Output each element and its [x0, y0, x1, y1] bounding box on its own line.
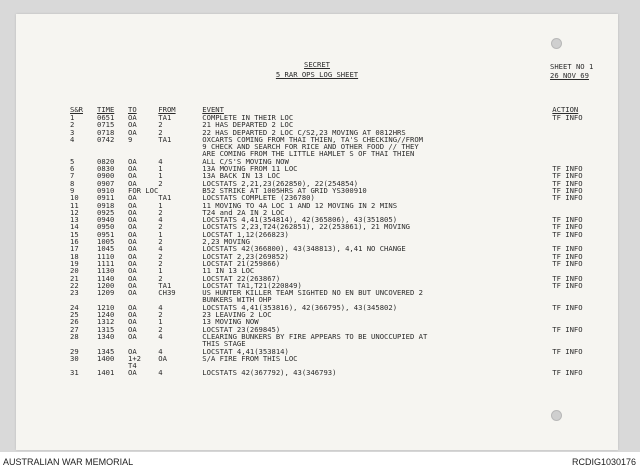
cell-from: 2 [158, 251, 163, 261]
table-row [70, 223, 612, 230]
cell-time: 0925 [97, 207, 115, 217]
cell-from: 4 [158, 331, 163, 341]
cell-time: 0950 [97, 222, 115, 232]
cell-serial: 3 [70, 127, 75, 137]
cell-to: 9 [128, 134, 133, 144]
cell-from: TA1 [158, 280, 172, 290]
table-row [70, 355, 612, 362]
cell-event: LOCSTAT 23(269845) [202, 324, 281, 334]
cell-to: OA [128, 171, 137, 181]
cell-time: 0651 [97, 113, 115, 122]
table-row [70, 267, 612, 274]
cell-serial: 14 [70, 222, 79, 232]
cell-from: 2 [158, 258, 163, 268]
table-row [70, 165, 612, 172]
cell-event: OXCARTS COMING FROM THAI THIEN, TA'S CHECKING//FROM [202, 134, 423, 144]
cell-serial: 24 [70, 302, 79, 312]
cell-event: LOCSTATS 2,23,T24(262851), 22(253861), 21 MOVING [202, 222, 411, 232]
cell-to: OA [128, 164, 137, 174]
cell-action [552, 136, 612, 143]
institution-credit: AUSTRALIAN WAR MEMORIAL [3, 457, 134, 467]
cell-to: OA [128, 310, 137, 320]
cell-serial: 25 [70, 310, 79, 320]
cell-to: OA [128, 156, 137, 166]
cell-serial: 29 [70, 346, 79, 356]
cell-serial: 9 [70, 185, 75, 195]
cell-serial: 19 [70, 258, 79, 268]
cell-from: 1 [158, 200, 163, 210]
cell-serial: 28 [70, 331, 79, 341]
cell-from: 2 [158, 237, 163, 247]
cell-from: TA1 [158, 134, 172, 144]
cell-from [158, 362, 202, 369]
cell-to: OA [128, 317, 137, 327]
cell-serial: 4 [70, 134, 75, 144]
cell-serial: 7 [70, 171, 75, 181]
cell-serial: 1 [70, 113, 75, 122]
cell-to: OA [128, 193, 137, 203]
cell-action [552, 121, 612, 128]
cell-time: 1401 [97, 368, 115, 378]
cell-to: OA [128, 324, 137, 334]
table-row [70, 311, 612, 318]
cell-action [552, 311, 612, 318]
cell-action: TF INFO [552, 251, 583, 261]
cell-serial: 2 [70, 120, 75, 130]
table-row [70, 304, 612, 311]
cell-from: 2 [158, 310, 163, 320]
cell-to: OA [128, 331, 137, 341]
cell-time: 0940 [97, 215, 115, 225]
archive-reference: RCDIG1030176 [571, 457, 636, 467]
cell-to [128, 143, 158, 150]
cell-time: 1111 [97, 258, 115, 268]
cell-action: TF INFO [552, 244, 583, 254]
cell-action: TF INFO [552, 273, 583, 283]
cell-time: 0830 [97, 164, 115, 174]
cell-action: TF INFO [552, 368, 583, 378]
cell-event: LOCSTATS 42(366800), 43(348813), 4,41 NO CHANGE [202, 244, 406, 254]
cell-event: LOCSTAT 4,41(353814) [202, 346, 289, 356]
table-row [70, 245, 612, 252]
punch-hole-bottom [551, 410, 562, 421]
cell-action: TF INFO [552, 346, 583, 356]
sheet-number: SHEET NO 1 [550, 62, 594, 71]
document-sheet [16, 14, 618, 450]
cell-time: 1045 [97, 244, 115, 254]
cell-action [552, 289, 612, 296]
cell-to: OA [128, 178, 137, 188]
cell-time: 0742 [97, 134, 115, 144]
cell-serial: 18 [70, 251, 79, 261]
table-row [70, 150, 612, 157]
table-row [70, 340, 612, 347]
table-row [70, 253, 612, 260]
cell-from: 4 [158, 368, 163, 378]
classification-label: SECRET [304, 60, 330, 69]
cell-to: OA [128, 346, 137, 356]
cell-time: 0911 [97, 193, 115, 203]
cell-to: OA [128, 229, 137, 239]
cell-from [158, 143, 202, 150]
table-row [70, 333, 612, 340]
cell-serial: 6 [70, 164, 75, 174]
cell-serial: 21 [70, 273, 79, 283]
cell-to: OA [128, 237, 137, 247]
cell-time: 1400 [97, 353, 115, 363]
cell-action: TF INFO [552, 229, 583, 239]
cell-action [552, 202, 612, 209]
cell-event: US HUNTER KILLER TEAM SIGHTED NO EN BUT UNCOVERED 2 [202, 288, 423, 298]
cell-time: 1340 [97, 331, 115, 341]
table-row [70, 369, 612, 376]
table-row [70, 202, 612, 209]
cell-serial: 22 [70, 280, 79, 290]
cell-from: 1 [158, 266, 163, 276]
table-row [70, 348, 612, 355]
cell-event: LOCSTAT 21(259866) [202, 258, 281, 268]
cell-serial: 10 [70, 193, 79, 203]
cell-action: TF INFO [552, 185, 583, 195]
cell-to: OA [128, 222, 137, 232]
table-row [70, 114, 612, 121]
ops-log-table [70, 106, 612, 377]
cell-time: 1005 [97, 237, 115, 247]
cell-event: 13 MOVING NOW [202, 317, 259, 327]
cell-event: B52 STRIKE AT 1005HRS AT GRID YS300910 [202, 185, 367, 195]
table-row [70, 289, 612, 296]
cell-action [552, 143, 612, 150]
cell-serial: 27 [70, 324, 79, 334]
cell-event: LOCSTATS 4,41(353816), 42(366795), 43(345802) [202, 302, 398, 312]
table-row [70, 187, 612, 194]
table-header-row [70, 106, 612, 114]
cell-action: TF INFO [552, 178, 583, 188]
cell-event: LOCSTATS 42(367792), 43(346793) [202, 368, 337, 378]
cell-action: TF INFO [552, 258, 583, 268]
cell-action: TF INFO [552, 164, 583, 174]
cell-serial: 8 [70, 178, 75, 188]
column-header-serial: S&R [70, 105, 83, 114]
cell-event: 11 IN 13 LOC [202, 266, 255, 276]
cell-event: 23 LEAVING 2 LOC [202, 310, 272, 320]
cell-to: 1+2 [128, 353, 141, 363]
cell-from [158, 150, 202, 157]
cell-to: OA [128, 368, 137, 378]
cell-to: OA [128, 120, 137, 130]
cell-serial: 12 [70, 207, 79, 217]
cell-from: 4 [158, 302, 163, 312]
cell-time: 1200 [97, 280, 115, 290]
cell-event: 22 HAS DEPARTED 2 LOC C/S2,23 MOVING AT 0812HRS [202, 127, 406, 137]
cell-action: TF INFO [552, 113, 583, 122]
cell-event: 9 CHECK AND SEARCH FOR RICE AND OTHER FOOD // THEY [202, 142, 419, 152]
table-row [70, 158, 612, 165]
cell-from: 2 [158, 273, 163, 283]
cell-event: LOCSTAT 22(263867) [202, 273, 281, 283]
cell-to: OA [128, 280, 137, 290]
table-row [70, 275, 612, 282]
cell-time: 0718 [97, 127, 115, 137]
cell-from: OA [158, 353, 167, 363]
table-row [70, 318, 612, 325]
cell-from: 1 [158, 171, 163, 181]
cell-to: OA [128, 113, 137, 122]
cell-from: 4 [158, 244, 163, 254]
cell-serial: 30 [70, 353, 79, 363]
cell-time: 1209 [97, 288, 115, 298]
cell-serial: 23 [70, 288, 79, 298]
cell-from: CH39 [158, 288, 176, 298]
cell-time: 0910 [97, 185, 115, 195]
cell-to: OA [128, 244, 137, 254]
cell-event: 11 MOVING TO 4A LOC 1 AND 12 MOVING IN 2 MINS [202, 200, 398, 210]
cell-event: THIS STAGE [202, 339, 246, 349]
cell-from: 4 [158, 346, 163, 356]
cell-from: 2 [158, 120, 163, 130]
cell-time: 1312 [97, 317, 115, 327]
cell-event: S/A FIRE FROM THIS LOC [202, 353, 298, 363]
cell-event: LOCSTATS COMPLETE (236780) [202, 193, 315, 203]
cell-time: 1315 [97, 324, 115, 334]
cell-time: 1140 [97, 273, 115, 283]
cell-from: 4 [158, 215, 163, 225]
sheet-title: 5 RAR OPS LOG SHEET [275, 70, 359, 79]
cell-serial [70, 143, 97, 150]
archive-footer [0, 452, 640, 470]
cell-time: 1130 [97, 266, 115, 276]
log-entries [70, 114, 612, 377]
cell-serial: 26 [70, 317, 79, 327]
cell-event: LOCSTAT TA1,T21(220849) [202, 280, 302, 290]
cell-serial: 31 [70, 368, 79, 378]
cell-to: T4 [128, 361, 137, 371]
cell-time: 0951 [97, 229, 115, 239]
cell-time: 1210 [97, 302, 115, 312]
cell-to: OA [128, 258, 137, 268]
cell-from: 2 [158, 127, 163, 137]
cell-from: 2 [158, 207, 163, 217]
cell-serial: 15 [70, 229, 79, 239]
cell-action: TF INFO [552, 193, 583, 203]
cell-to: OA [128, 127, 137, 137]
cell-action [552, 129, 612, 136]
cell-event: LOCSTAT 2,23(269852) [202, 251, 289, 261]
cell-event: COMPLETE IN THEIR LOC [202, 113, 294, 122]
column-header-action: ACTION [552, 105, 579, 114]
cell-serial: 13 [70, 215, 79, 225]
cell-serial: 16 [70, 237, 79, 247]
column-header-event: EVENT [202, 105, 224, 114]
cell-event: LOCSTATS 2,21,23(262850), 22(254854) [202, 178, 359, 188]
punch-hole-top [551, 38, 562, 49]
cell-serial: 20 [70, 266, 79, 276]
cell-event: LOCSTAT 1,12(266823) [202, 229, 289, 239]
cell-serial: 5 [70, 156, 75, 166]
cell-from: TA1 [158, 113, 172, 122]
table-row [70, 260, 612, 267]
cell-to: OA [128, 207, 137, 217]
cell-from: 2 [158, 324, 163, 334]
cell-to: OA [128, 302, 137, 312]
cell-action: TF INFO [552, 280, 583, 290]
log-date: 26 NOV 69 [550, 71, 589, 80]
cell-serial [70, 150, 97, 157]
cell-to: OA [128, 200, 137, 210]
table-row [70, 362, 612, 369]
cell-from: TA1 [158, 193, 172, 203]
cell-to: FOR LOC [128, 185, 159, 195]
cell-event: T24 and 2A IN 2 LOC [202, 207, 285, 217]
cell-action [552, 333, 612, 340]
cell-time: 1240 [97, 310, 115, 320]
cell-time: 0715 [97, 120, 115, 130]
cell-to: OA [128, 273, 137, 283]
cell-time: 0900 [97, 171, 115, 181]
cell-action: TF INFO [552, 324, 583, 334]
cell-serial: 17 [70, 244, 79, 254]
cell-from [158, 296, 202, 303]
cell-event: 13A BACK IN 13 LOC [202, 171, 281, 181]
cell-action [552, 355, 612, 362]
cell-event: 13A MOVING FROM 11 LOC [202, 164, 298, 174]
cell-action [552, 150, 612, 157]
cell-event: ARE COMING FROM THE LITTLE HAMLET S OF THAI THIEN [202, 149, 415, 159]
cell-action: TF INFO [552, 171, 583, 181]
cell-to: OA [128, 215, 137, 225]
cell-event: 21 HAS DEPARTED 2 LOC [202, 120, 294, 130]
column-header-time: TIME [97, 105, 115, 114]
cell-time: 1110 [97, 251, 115, 261]
cell-from: 2 [158, 178, 163, 188]
cell-time: 0820 [97, 156, 115, 166]
cell-event: 2,23 MOVING [202, 237, 250, 247]
cell-action: TF INFO [552, 215, 583, 225]
cell-event: LOCSTATS 4,41(354814), 42(365806), 43(351805) [202, 215, 398, 225]
column-header-to: TO [128, 105, 137, 114]
cell-event: CLEARING BUNKERS BY FIRE APPEARS TO BE UNOCCUPIED AT [202, 331, 428, 341]
cell-from: 1 [158, 317, 163, 327]
cell-from: 1 [158, 229, 163, 239]
cell-from: 2 [158, 222, 163, 232]
cell-to: OA [128, 288, 137, 298]
cell-from: 4 [158, 156, 163, 166]
cell-to: OA [128, 266, 137, 276]
cell-event: ALL C/S'S MOVING NOW [202, 156, 289, 166]
table-row [70, 231, 612, 238]
cell-to: OA [128, 251, 137, 261]
cell-from: 1 [158, 164, 163, 174]
cell-from [158, 340, 202, 347]
cell-action: TF INFO [552, 222, 583, 232]
cell-time [97, 143, 128, 150]
column-header-from: FROM [158, 105, 176, 114]
cell-event: BUNKERS WITH OHP [202, 295, 272, 305]
cell-action: TF INFO [552, 302, 583, 312]
cell-time: 0907 [97, 178, 115, 188]
cell-time: 0918 [97, 200, 115, 210]
cell-serial: 11 [70, 200, 79, 210]
cell-time: 1345 [97, 346, 115, 356]
